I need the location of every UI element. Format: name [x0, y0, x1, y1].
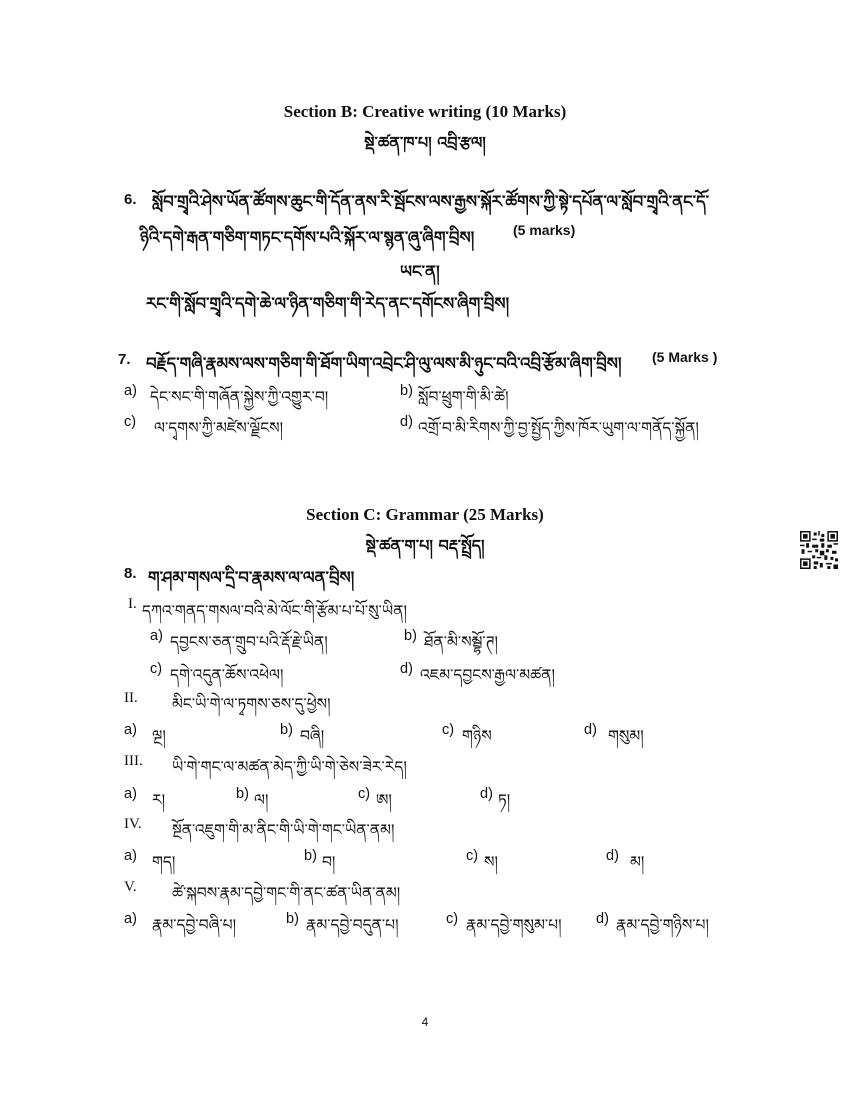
- q8-question: ག་ཤམ་གསལ་དྲི་བ་རྣམས་ལ་ལན་བྲིས།: [148, 568, 355, 587]
- q8-option-text: གད།: [152, 853, 176, 871]
- section-b-title: Section B: Creative writing (10 Marks): [283, 102, 567, 121]
- q8-option-text: ས།: [484, 853, 498, 871]
- q8-option-letter: d): [584, 722, 597, 738]
- q8-option-letter: c): [358, 786, 371, 802]
- qr-code: [800, 531, 838, 569]
- q7-question: བརྗོད་གཞི་རྣམས་ལས་གཅིག་གི་ཐོག་ཡིག་འབྲེང་ཤི་ལུ་ལས་མི་ཉུང་བའི་འབྲི་རྩོམ་ཞིག་བྲིས།: [146, 354, 622, 373]
- q8-option-text: བཞི།: [300, 727, 325, 745]
- q6-line1: སློབ་གྲྭའི་ཤེས་ཡོན་ཚོགས་ཆུང་གི་དོན་ནས་རི་སྦོངས་ལས་རྒྱས་སྐོར་ཚོགས་ཀྱི་སྟེ་དཔོན་ལ་སློབ་གྲྭའི་ནང་དོ་: [152, 192, 710, 211]
- section-b-subtitle: སྡེ་ཚན་ཁ་པ། འབྲི་རྩལ།: [364, 133, 486, 152]
- q8-option-letter: b): [286, 911, 299, 927]
- q8-option-text: ལ།: [254, 791, 269, 809]
- q6-number: 6.: [124, 191, 137, 208]
- q6-line2: ཉིའི་དགེ་རྒན་གཅིག་གཏང་དགོས་པའི་སྐོར་ལ་སྙན་ཞུ་ཞིག་བྲིས།: [140, 228, 475, 247]
- q8-option-text: གཉིས: [462, 727, 492, 745]
- q8-option-letter: c): [446, 911, 459, 927]
- q7-option-text: དེང་སང་གི་གཞོན་སྐྱེས་ཀྱི་འགྱུར་བ།: [150, 388, 329, 406]
- section-c-title: Section C: Grammar (25 Marks): [306, 505, 544, 524]
- q8-option-letter: b): [404, 628, 417, 644]
- q8-option-text: རྣམ་དབྱེ་གསུམ་པ།: [466, 916, 562, 934]
- q8-option-text: ཨ།: [376, 791, 392, 809]
- q8-option-letter: a): [124, 786, 137, 802]
- q8-option-text: རྣམ་དབྱེ་གཉིས་པ།: [616, 916, 709, 934]
- q8-part-question: དཀའ་གནད་གསལ་བའི་མེ་ལོང་གི་རྩོམ་པ་པོ་སུ་ཡིན།: [142, 602, 407, 620]
- q8-option-letter: a): [124, 722, 137, 738]
- q8-option-letter: a): [150, 628, 163, 644]
- q8-option-text: མ།: [630, 853, 645, 871]
- q8-part-question: མིང་ཡི་གེ་ལ་ཏྭགས་ཅས་དུ་ཕྱེས།: [172, 695, 331, 713]
- q8-option-letter: b): [236, 786, 249, 802]
- q8-part-roman: II.: [124, 690, 138, 706]
- q7-option-text: འགྲོ་བ་མི་རིགས་ཀྱི་བྱ་སྤྱོད་ཀྱིས་ཁོར་ཡུག་ལ་གནོད་སྐྱོན།: [418, 419, 699, 437]
- q8-option-letter: c): [466, 848, 479, 864]
- q8-option-text: བ།: [322, 853, 336, 871]
- q6-marks: (5 marks): [513, 222, 576, 238]
- q7-option-letter: c): [124, 414, 137, 430]
- q8-part-question: སྔོན་འཇུག་གི་མ་ནིང་གི་ཡི་གེ་གང་ཡིན་ནམ།: [172, 821, 395, 839]
- page-number: 4: [421, 1015, 429, 1029]
- q7-number: 7.: [118, 351, 131, 368]
- q8-option-letter: c): [442, 722, 455, 738]
- q8-option-text: རྣམ་དབྱེ་བཞི་པ།: [152, 916, 237, 934]
- q8-option-text: འཇམ་དབྱངས་རྒྱལ་མཚན།: [420, 666, 555, 684]
- q7-option-text: ལ་དྭགས་ཀྱི་མཛེས་ལྗོངས།: [154, 419, 284, 437]
- q6-alternative: རང་གི་སློབ་གྲྭའི་དགེ་ཆེ་ལ་ཉིན་གཅིག་གི་རེད་ནང་དགོངས་ཞིག་བྲིས།: [146, 294, 510, 313]
- q8-option-text: ལྔ།: [152, 727, 166, 745]
- q8-part-question: ཡི་གེ་གང་ལ་མཚན་མེད་ཀྱི་ཡི་གེ་ཅེས་ཟེར་རེད།: [172, 758, 407, 776]
- q8-part-roman: III.: [124, 753, 143, 769]
- q8-option-letter: d): [606, 848, 619, 864]
- q8-part-roman: V.: [124, 879, 137, 895]
- q8-option-letter: a): [124, 848, 137, 864]
- section-c-subtitle: སྡེ་ཚན་ག་པ། བརྡ་སྤྲོད།: [365, 536, 485, 555]
- q7-option-letter: a): [124, 383, 137, 399]
- q8-option-letter: b): [280, 722, 293, 738]
- q8-number: 8.: [124, 565, 137, 582]
- q8-option-letter: a): [124, 911, 137, 927]
- q8-option-letter: c): [150, 661, 163, 677]
- q8-option-text: དབྱངས་ཅན་གྲུབ་པའི་རྡོ་རྗེ་ཡིན།: [170, 633, 328, 651]
- q8-option-text: གསུམ།: [608, 727, 644, 745]
- q7-option-letter: b): [400, 383, 413, 399]
- q8-option-letter: d): [400, 661, 413, 677]
- q7-marks: (5 Marks ): [652, 349, 718, 365]
- q8-option-letter: b): [304, 848, 317, 864]
- q6-or: ཡང་ན།: [400, 262, 440, 281]
- q8-option-text: ཏ།: [498, 791, 511, 809]
- q8-part-roman: I.: [128, 596, 137, 612]
- q8-option-letter: d): [596, 911, 609, 927]
- q8-option-text: ར།: [152, 791, 166, 809]
- q8-option-letter: d): [480, 786, 493, 802]
- q8-part-question: ཚེ་སྐབས་རྣམ་དབྱེ་གང་གི་ནང་ཚན་ཡིན་ནམ།: [172, 884, 401, 902]
- q8-option-text: དགེ་འདུན་ཆོས་འཕེལ།: [170, 666, 284, 684]
- q7-option-letter: d): [400, 414, 413, 430]
- q8-option-text: རྣམ་དབྱེ་བདུན་པ།: [306, 916, 399, 934]
- q8-part-roman: IV.: [124, 816, 142, 832]
- q7-option-text: སློབ་ཕྲུག་གི་མི་ཚེ།: [418, 388, 509, 406]
- q8-option-text: ཐོན་མི་སམྦྷོ་ཊ།: [424, 633, 498, 651]
